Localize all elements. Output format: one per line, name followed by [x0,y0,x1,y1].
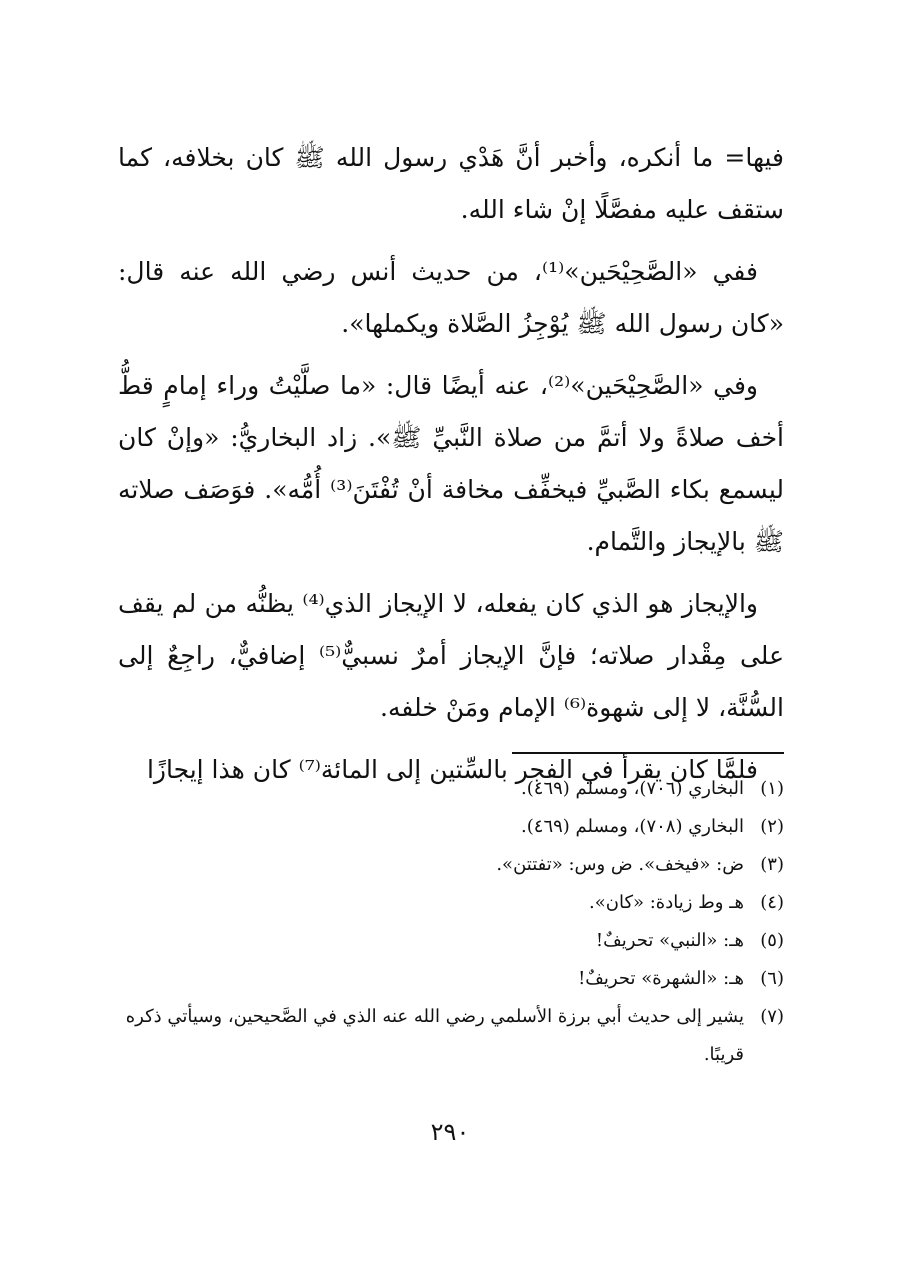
footnote-2 [118,808,784,846]
footnote-number: (٣) [760,854,784,875]
footnote-text: البخاري (٧٠٨)، ومسلم (٤٦٩). [521,816,744,837]
footnote-number: (٤) [760,892,784,913]
footnote-number: (٦) [760,968,784,989]
paragraph-5: فلمَّا كان يقرأ في الفجر بالسِّتين إلى المائة⁽⁷⁾ كان هذا إيجازًا [146,755,758,784]
footnote-5 [118,922,784,960]
footnote-7 [118,998,784,1074]
footnote-number: (٢) [760,816,784,837]
paragraph-3: وفي «الصَّحِيْحَين»⁽²⁾، عنه أيضًا قال: «ما صلَّيْتُ وراء إمامٍ قطُّ أخف صلاةً ولا أتمَّ من صلاة النَّبيِّ ﷺ». زاد البخاريُّ: «وإنْ كان ليسمع بكاء الصَّبيِّ فيخفِّف مخافة أنْ تُفْتَنَ⁽³⁾ أُمُّه». فوَصَف صلاته ﷺ بالإيجاز والتَّمام. [118,371,784,556]
page-number: ٢٩٠ [430,1118,470,1146]
footnote-text: هـ: «الشهرة» تحريفٌ! [578,968,744,989]
footnote-6 [118,960,784,998]
footnote-1 [118,770,784,808]
footnote-text: البخاري (٧٠٦)، ومسلم (٤٦٩). [521,778,744,799]
paragraph-4: والإيجاز هو الذي كان يفعله، لا الإيجاز الذي⁽⁴⁾ يظنُّه من لم يقف على مِقْدار صلاته؛ فإنَّ الإيجاز أمرٌ نسبيٌّ⁽⁵⁾ إضافيٌّ، راجِعٌ إلى السُّنَّة، لا إلى شهوة⁽⁶⁾ الإمام ومَنْ خلفه. [118,589,784,722]
footnote-3 [118,846,784,884]
footnote-4 [118,884,784,922]
footnote-text: هـ وط زيادة: «كان». [589,892,744,913]
footnote-text: هـ: «النبي» تحريفٌ! [595,930,744,951]
paragraph-1: فيها= ما أنكره، وأخبر أنَّ هَدْي رسول الله ﷺ كان بخلافه، كما ستقف عليه مفصَّلًا إنْ شاء الله. [118,143,784,224]
footnote-number: (١) [760,778,784,799]
footnote-text: يشير إلى حديث أبي برزة الأسلمي رضي الله عنه الذي في الصَّحيحين، وسيأتي ذكره قريبًا. [125,1006,744,1065]
paragraph-2: ففي «الصَّحِيْحَين»⁽¹⁾، من حديث أنس رضي الله عنه قال: «كان رسول الله ﷺ يُوْجِزُ الصَّلاة ويكملها». [118,257,784,338]
main-text [118,132,784,806]
footnote-text: ض: «فيخف». ض وس: «تفتتن». [496,854,744,875]
footnote-divider [512,752,784,754]
footnote-number: (٧) [760,1006,784,1027]
footnote-number: (٥) [760,930,784,951]
footnotes-list [118,770,784,1074]
